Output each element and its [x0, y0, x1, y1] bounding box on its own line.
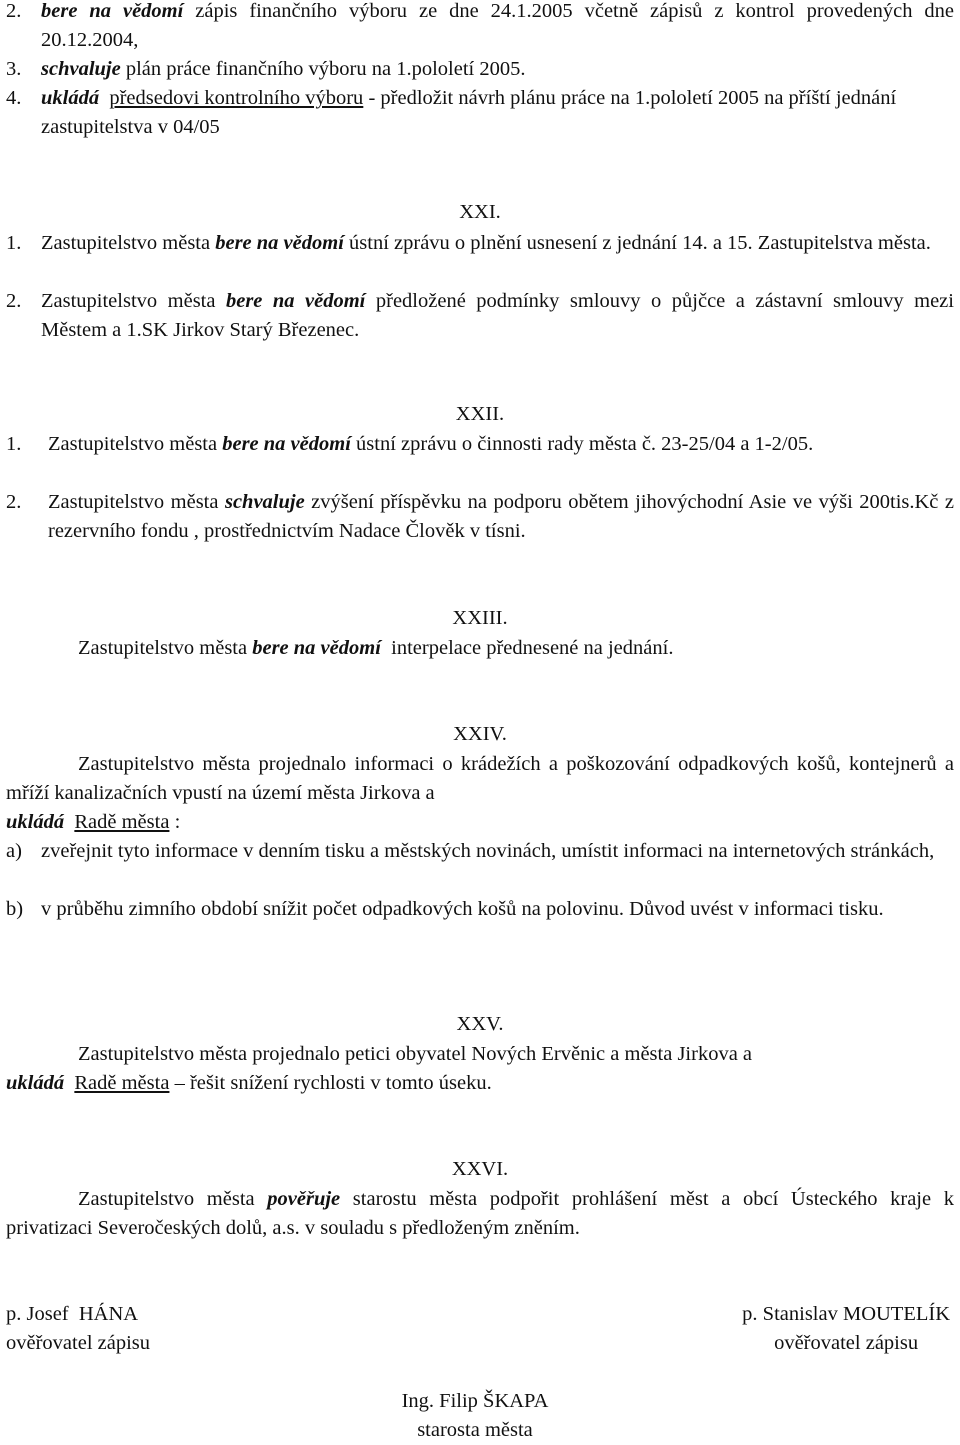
resolution-verb: pověřuje [267, 1188, 341, 1210]
resolution-verb: schvaluje [41, 58, 121, 80]
list-item [6, 287, 954, 345]
item-subject: Zastupitelstvo města [41, 290, 226, 312]
spacer [99, 87, 109, 109]
resolution-verb: schvaluje [224, 491, 305, 513]
signature-right [742, 1300, 950, 1358]
item-text: ústní zprávu o plnění usnesení z jednání 14. a 15. Zastupitelstva města. [343, 232, 931, 254]
signer-name: Ing. Filip ŠKAPA [401, 1390, 549, 1412]
recipient: Radě města [74, 811, 170, 833]
signature-left [6, 1300, 150, 1358]
section-heading: XXII. [455, 403, 505, 425]
item-number: 1. [6, 433, 22, 455]
signer-role: ověřovatel zápisu [6, 1332, 151, 1354]
item-text: plán práce finančního výboru na 1.pololetí 2005. [120, 58, 526, 80]
recipient: předsedovi kontrolního výboru [109, 87, 364, 109]
list-item [6, 488, 954, 546]
item-number: 1. [6, 232, 22, 254]
section-heading: XXIV. [453, 723, 507, 745]
paragraph [6, 1185, 954, 1243]
resolution-verb: ukládá [41, 87, 100, 109]
signer-name: p. Stanislav MOUTELÍK [742, 1303, 950, 1325]
colon: : [169, 811, 181, 833]
list-item [6, 895, 954, 924]
item-text: zápis finančního výboru ze dne 24.1.2005 včetně zápisů z kontrol provedených dne 20.12.2004, [41, 0, 954, 51]
section-heading: XXIII. [452, 607, 508, 629]
item-text: ústní zprávu o činnosti rady města č. 23-25/04 a 1-2/05. [350, 433, 814, 455]
item-subject: Zastupitelstvo města [78, 637, 253, 659]
resolution-verb: bere na vědomí [222, 433, 351, 455]
item-subject: Zastupitelstvo města [41, 232, 216, 254]
item-text: – řešit snížení rychlosti v tomto úseku. [169, 1072, 492, 1094]
resolution-verb: bere na vědomí [215, 232, 344, 254]
paragraph [78, 634, 954, 663]
signer-role: starosta města [417, 1419, 533, 1441]
item-number: 4. [6, 87, 22, 109]
paragraph: Zastupitelstvo města projednalo informaci o krádežích a poškozování odpadkových košů, kontejnerů a mříží kanalizačních vpustí na území města Jirkova a [6, 753, 954, 804]
item-text: interpelace přednesené na jednání. [380, 637, 674, 659]
item-text: - předložit návrh plánu práce na 1.pololetí 2005 na příští jednání zastupitelstva v 04/05 [41, 87, 897, 138]
item-text: zveřejnit tyto informace v denním tisku a městských novinách, umístit informaci na internetových stránkách, [41, 840, 935, 862]
item-number: 2. [6, 491, 22, 513]
list-item [6, 430, 954, 459]
paragraph [6, 1069, 954, 1098]
resolution-verb: bere na vědomí [252, 637, 381, 659]
section-heading: XXVI. [451, 1158, 509, 1180]
item-subject: Zastupitelstvo města [48, 433, 223, 455]
item-letter: b) [6, 898, 24, 920]
paragraph [6, 808, 954, 837]
item-subject: Zastupitelstvo města [78, 1188, 268, 1210]
resolution-verb: ukládá [6, 1072, 65, 1094]
item-text: zvýšení příspěvku na podporu obětem jihovýchodní Asie ve výši 200tis.Kč z rezervního fondu , prostřednictvím Nadace Člověk v tísni. [48, 491, 954, 542]
item-text: v průběhu zimního období snížit počet odpadkových košů na polovinu. Důvod uvést v informaci tisku. [41, 898, 884, 920]
item-text: starostu města podpořit prohlášení měst a obcí Ústeckého kraje k privatizaci Severočeských dolů, a.s. v souladu s předloženým zněním. [6, 1188, 954, 1239]
signature-center [0, 1387, 960, 1445]
item-letter: a) [6, 840, 22, 862]
item-number: 3. [6, 58, 22, 80]
resolution-verb: bere na vědomí [41, 0, 184, 22]
signer-role: ověřovatel zápisu [774, 1332, 919, 1354]
resolution-verb: ukládá [6, 811, 65, 833]
item-number: 2. [6, 0, 22, 22]
item-subject: Zastupitelstvo města [48, 491, 225, 513]
list-item [6, 837, 954, 866]
signer-name: p. Josef HÁNA [6, 1303, 139, 1325]
list-item [6, 229, 954, 258]
paragraph: Zastupitelstvo města projednalo petici obyvatel Nových Ervěnic a města Jirkova a [78, 1043, 753, 1065]
section-heading: XXV. [456, 1013, 504, 1035]
item-text: předložené podmínky smlouvy o půjčce a zástavní smlouvy mezi Městem a 1.SK Jirkov Starý Březenec. [41, 290, 954, 341]
list-item [6, 55, 954, 84]
recipient: Radě města [74, 1072, 170, 1094]
item-number: 2. [6, 290, 22, 312]
section-heading: XXI. [459, 201, 501, 223]
list-item [6, 84, 954, 142]
resolution-verb: bere na vědomí [225, 290, 366, 312]
list-item [6, 0, 954, 55]
